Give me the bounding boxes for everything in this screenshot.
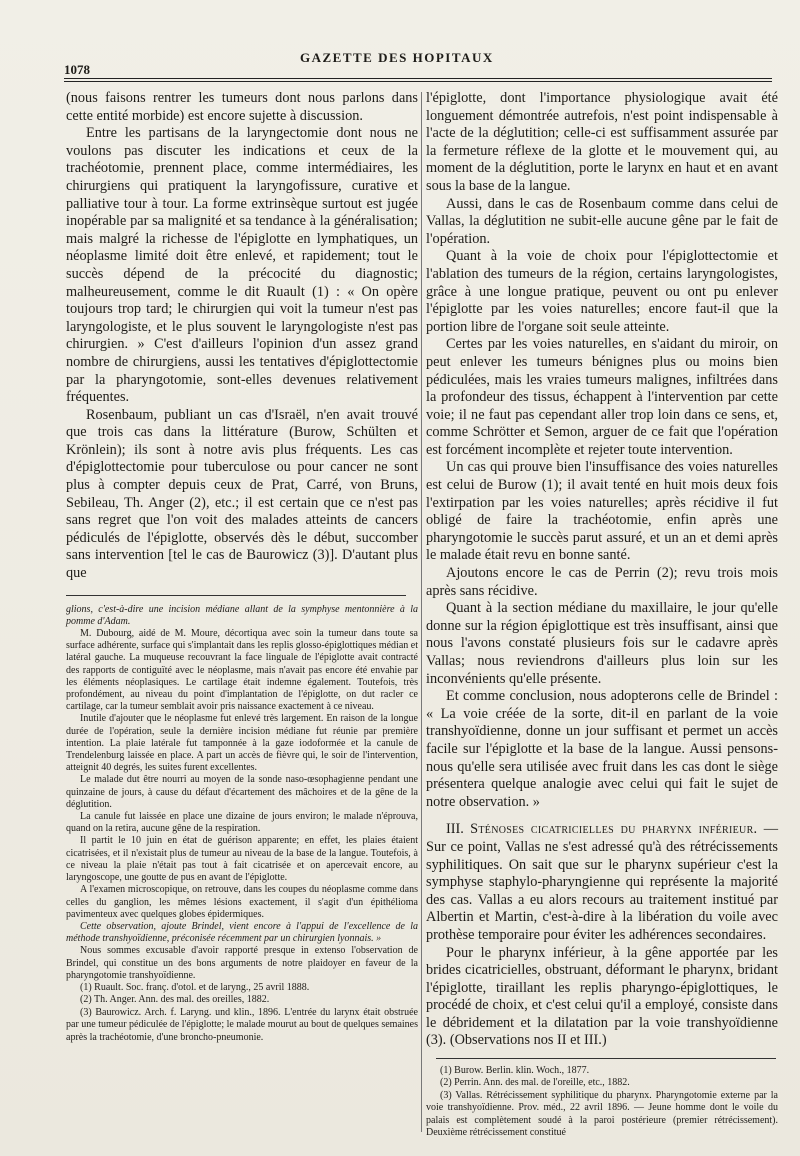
notes-rule	[66, 595, 406, 596]
note-paragraph: Il partit le 10 juin en état de guérison apparente; en effet, les plaies étaient cicatrisées, et il n'existait plus de tumeur au niveau de la base de la langue. Toutefois, à ce niveau la plaie n'était pas tout à fait cicatrisée et on apercevait encore, au laryngoscope, une goutte de pus en avant de l'épiglotte.	[66, 835, 418, 884]
footnote: (1) Burow. Berlin. klin. Woch., 1877.	[440, 1065, 590, 1077]
note-paragraph: M. Dubourg, aidé de M. Moure, décortiqua avec soin la tumeur dans toute sa surface adhérente, surface qui s'implantait dans les replis glosso-épiglottiques médian et latéral gauche. La muqueuse recouvrant la face linguale de l'épiglotte avait contracté des rapports de contiguïté avec le néoplasme, mais n'avait pas encore été envahie par les éléments néoplasiques. Le cartilage était indemne également. Toutefois, très profondément, au niveau du point d'implantation de l'épiglotte, on dut racler ce cartilage, car la tumeur semblait avoir pris naissance exactement à ce niveau.	[66, 628, 418, 713]
column-divider	[421, 92, 422, 1132]
body-paragraph: Rosenbaum, publiant un cas d'Israël, n'en avait trouvé que trois cas dans la littérature (Burow, Schülten et Krönlein); ils sont à notre avis plus fréquents. Les cas d'épiglottectomie pour tuberculose ou pour cancer ne sont plus à compter depuis ceux de Prat, Carré, von Bruns, Sebileau, Th. Anger (2), etc.; il est certain que ce n'est pas sans regret que l'on voit des malades atteints de cancers pédiculés de l'épiglotte, observés dès le début, succomber sans intervention [tel le cas de Baurowicz (3)]. D'autant plus que	[66, 406, 418, 582]
body-paragraph: Ajoutons encore le cas de Perrin (2); revu trois mois après sans récidive.	[426, 565, 778, 599]
note-paragraph: Nous sommes excusable d'avoir rapporté presque in extenso l'observation de Brindel, qui constitue un des bons arguments de notre plaidoyer en faveur de la pharyngotomie transhyoïdienne.	[66, 945, 418, 981]
section-text: — Sur ce point, Vallas ne s'est adressé qu'à des rétrécissements syphilitiques. On sait que sur le pharynx supérieur c'est la symphyse staphylo-pharyngienne qui représente la majorité des cas. Vallas a eu alors recours au traitement institué par Albertin et Martin, c'est-à-dire à la libération du voile avec prothèse temporaire pour éviter les adhérences secondaires.	[426, 821, 778, 943]
body-paragraph: Un cas qui prouve bien l'insuffisance des voies naturelles est celui de Burow (1); il avait tenté en huit mois deux fois l'extirpation par les voies naturelles; après récidive il fut obligé de faire la trachéotomie, enfin après une pharyngotomie le succès parut assuré, et un an et demi après le malade était revu en bonne santé.	[426, 459, 778, 564]
body-paragraph: Aussi, dans le cas de Rosenbaum comme dans celui de Vallas, la déglutition ne subit-elle aucune gêne par le fait de l'opération.	[426, 195, 778, 247]
section-title: Sténoses cicatricielles du pharynx inférieur.	[470, 821, 758, 838]
footnotes-rule	[436, 1058, 776, 1059]
footnote: (1) Ruault. Soc. franç. d'otol. et de laryng., 25 avril 1888.	[80, 981, 310, 993]
note-paragraph: Inutile d'ajouter que le néoplasme fut enlevé très largement. En raison de la longue durée de l'opération, seule la dernière incision médiane fut réunie par première intention. La plaie latérale fut tamponnée à la gaze iodoformée et la canule de Trendelenburg laissée en place. A part un accès de fièvre qui, le soir de l'intervention, atteignit 40 degrés, les suites furent excellentes.	[66, 713, 418, 774]
section-numeral: III.	[446, 821, 464, 838]
page-number: 1078	[64, 62, 90, 77]
body-paragraph: (nous faisons rentrer les tumeurs dont nous parlons dans cette entité morbide) est encore sujette à discussion.	[66, 90, 418, 124]
note-lead: glions, c'est-à-dire une incision médiane allant de la symphyse mentonnière à la pomme d'Adam.	[66, 603, 418, 627]
note-paragraph: La canule fut laissée en place une dizaine de jours environ; le malade n'éprouva, quand on la retira, aucune gêne de la respiration.	[66, 811, 418, 835]
body-paragraph: Quant à la section médiane du maxillaire, le jour qu'elle donne sur la région épiglottique est très insuffisant, ainsi que nous l'avons constaté plusieurs fois sur le cadavre après Vallas; nous reviendrons d'ailleurs plus loin sur les inconvénients qu'elle présente.	[426, 600, 778, 687]
note-paragraph: A l'examen microscopique, on retrouve, dans les coupes du néoplasme comme dans celles du ganglion, les mêmes lésions exactement, il s'agit d'un épithélioma pavimenteux avec quelques globes épidermiques.	[66, 884, 418, 920]
body-paragraph: Et comme conclusion, nous adopterons celle de Brindel : « La voie créée de la sorte, dit-il en parlant de la voie transhyoïdienne, donne un jour suffisant et permet un accès facile sur l'épiglotte et la base de la langue. Aussi pensons-nous qu'elle sera utilisée avec fruit dans les cas dont le siège présentera quelque analogie avec celui qui fait le sujet de notre observation. »	[426, 688, 778, 810]
header-rule	[64, 78, 772, 82]
note-paragraph: Cette observation, ajoute Brindel, vient encore à l'appui de l'excellence de la méthode transhyoïdienne, préconisée récemment par un chirurgien lyonnais. »	[66, 920, 418, 945]
body-paragraph: l'épiglotte, dont l'importance physiologique avait été longuement démontrée autrefois, n'est point indispensable à l'acte de la déglutition; celle-ci est suffisamment assurée par la fermeture réflexe de la glotte et le mouvement qui, au moment de la déglutition, porte le larynx en haut et en avant sous la base de la langue.	[426, 90, 778, 194]
footnote: (3) Vallas. Rétrécissement syphilitique du pharynx. Pharyngotomie externe par la voie transhyoïdienne. Prov. méd., 22 avril 1896. — Jeune homme dont le voile du palais est complètement soudé à la paroi postérieure (premier rétrécissement). Deuxième rétrécissement constitué	[426, 1089, 778, 1139]
right-column	[426, 90, 778, 1140]
body-paragraph: Entre les partisans de la laryngectomie dont nous ne voulons pas discuter les indications et ceux de la trachéotomie, prennent place, comme intermédiaires, les chirurgiens qui pratiquent la laryngofissure, curative et palliative tour à tour. La forme extrinsèque surtout est jugée inopérable par sa malignité et sa tendance à la généralisation; mais malgré la richesse de l'épiglotte en lymphatiques, un néoplasme limité doit être enlevé, et rapidement; tout le succès dépend de la précocité du diagnostic; malheureusement, comme le dit Ruault (1) : « On opère toujours trop tard; le chirurgien qui voit la tumeur n'est pas laryngologiste, et le plus souvent le laryngologiste n'est pas chirurgien. » C'est d'ailleurs l'opinion d'un assez grand nombre de chirurgiens, aussi les tentatives d'épiglottectomie par la pharyngotomie, sont-elles devenues relativement fréquentes.	[66, 125, 418, 406]
footnote: (3) Baurowicz. Arch. f. Laryng. und klin., 1896. L'entrée du larynx était obstruée par une tumeur pédiculée de l'épiglotte; le malade mourut au bout de quelques semaines après la trachéotomie, d'une broncho-pneumonie.	[66, 1006, 418, 1043]
footnote: (2) Th. Anger. Ann. des mal. des oreilles, 1882.	[80, 994, 270, 1006]
body-paragraph: Certes par les voies naturelles, en s'aidant du miroir, on peut enlever les tumeurs bénignes plus ou moins bien pédiculées, mais les vraies tumeurs malignes, infiltrées dans la profondeur des tissus, échappent à l'intervention par cette voie; il ne faut pas cependant aller trop loin dans ce sens, et, comme Schrötter et Semon, arguer de ce fait que l'opération est forcément incomplète et rejeter toute intervention.	[426, 336, 778, 458]
section-heading	[426, 821, 778, 944]
footnote: (2) Perrin. Ann. des mal. de l'oreille, etc., 1882.	[440, 1077, 630, 1089]
left-column	[66, 90, 418, 1044]
body-paragraph: Pour le pharynx inférieur, à la gêne apportée par les brides cicatricielles, obstruant, déformant le pharynx, bridant l'épiglotte, tiraillant les replis pharyngo-épiglottiques, le procédé de choix, et c'est celui qu'il a employé, consiste dans le débridement et la dilatation par la voie transhyoïdienne (3). (Observations nos II et III.)	[426, 944, 778, 1049]
body-paragraph: Quant à la voie de choix pour l'épiglottectomie et l'ablation des tumeurs de la région, certains laryngologistes, grâce à une longue pratique, peuvent ou ont pu enlever l'épiglotte par les voies naturelles; encore faut-il que la portion libre de l'organe soit seule atteinte.	[426, 248, 778, 335]
note-paragraph: Le malade dut être nourri au moyen de la sonde naso-œsophagienne pendant une quinzaine de jours, à cause du défaut d'écartement des mâchoires et de la gêne de la déglutition.	[66, 774, 418, 810]
running-head: GAZETTE DES HOPITAUX	[300, 50, 494, 65]
